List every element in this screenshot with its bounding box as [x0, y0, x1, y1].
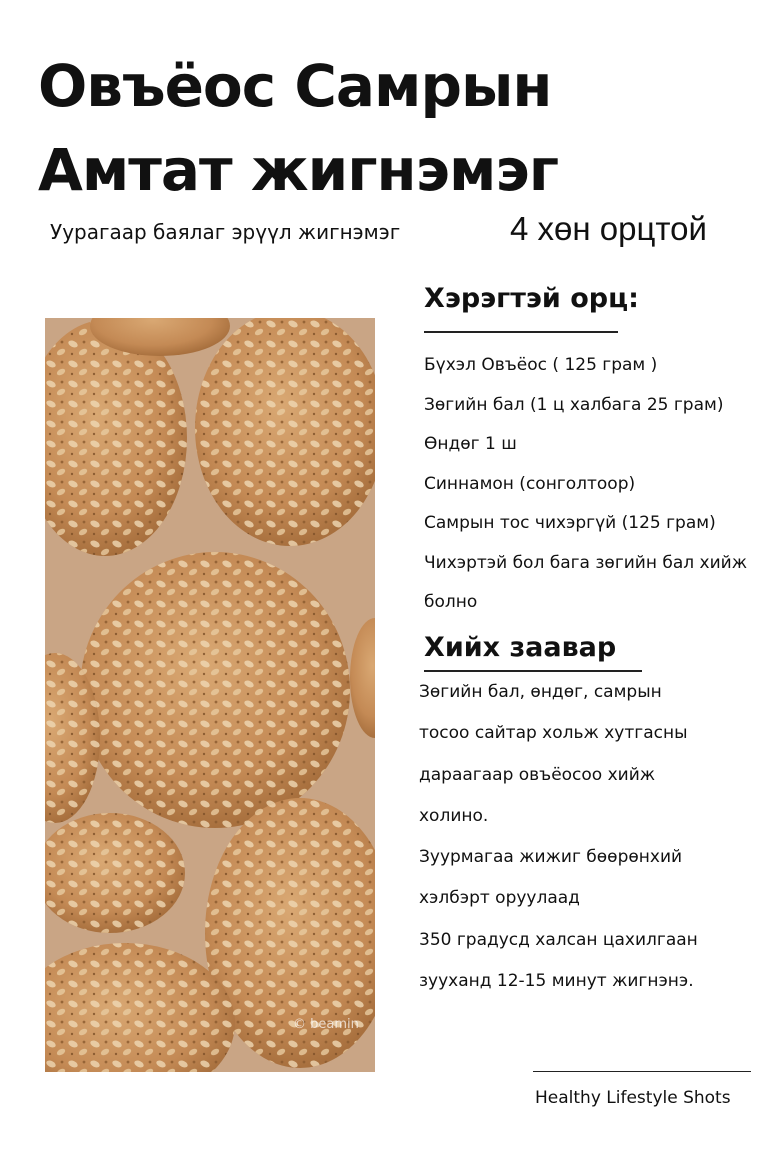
- instruction-line: хэлбэрт оруулаад: [419, 888, 580, 909]
- ingredient-item: Бүхэл Овъёос ( 125 грам ): [424, 355, 658, 375]
- ingredients-list: [424, 346, 759, 623]
- instruction-line: холино.: [419, 805, 489, 826]
- servings-label: 4 хөн орцтой: [510, 210, 707, 247]
- instruction-line: тосоо сайтар хольж хутгасны: [419, 723, 688, 744]
- instructions-list: [419, 672, 749, 1002]
- photo-watermark: © beamin: [293, 1017, 359, 1032]
- ingredient-item: болно: [424, 592, 478, 612]
- title-line-1: Овъёос Самрын: [38, 52, 552, 120]
- instruction-line: дараагаар овъёосоо хийж: [419, 764, 656, 785]
- instruction-line: Зөгийн бал, өндөг, самрын: [419, 682, 662, 702]
- cookies-photo: [45, 318, 375, 1072]
- ingredients-heading: Хэрэгтэй орц:: [424, 283, 639, 314]
- instruction-line: Зуурмагаа жижиг бөөрөнхий: [419, 847, 683, 868]
- recipe-title: [38, 44, 738, 212]
- recipe-subtitle: Уурагаар баялаг эрүүл жигнэмэг: [50, 220, 401, 244]
- instruction-line: 350 градусд халсан цахилгаан: [419, 929, 698, 950]
- ingredient-item: Өндөг 1 ш: [424, 434, 517, 454]
- ingredient-item: Синнамон (сонголтоор): [424, 473, 636, 494]
- ingredient-item: Зөгийн бал (1 ц халбага 25 грам): [424, 394, 724, 415]
- title-line-2: Амтат жигнэмэг: [38, 136, 559, 204]
- ingredient-item: Самрын тос чихэргүй (125 грам): [424, 513, 716, 533]
- ingredients-underline: [424, 331, 618, 333]
- ingredient-item: Чихэртэй бол бага зөгийн бал хийж: [424, 552, 748, 573]
- footer-brand: Healthy Lifestyle Shots: [535, 1088, 731, 1108]
- footer-divider: [533, 1071, 751, 1072]
- instructions-heading: Хийх заавар: [424, 632, 617, 663]
- cookie-shapes: [45, 318, 375, 1072]
- instruction-line: зууханд 12-15 минут жигнэнэ.: [419, 971, 694, 992]
